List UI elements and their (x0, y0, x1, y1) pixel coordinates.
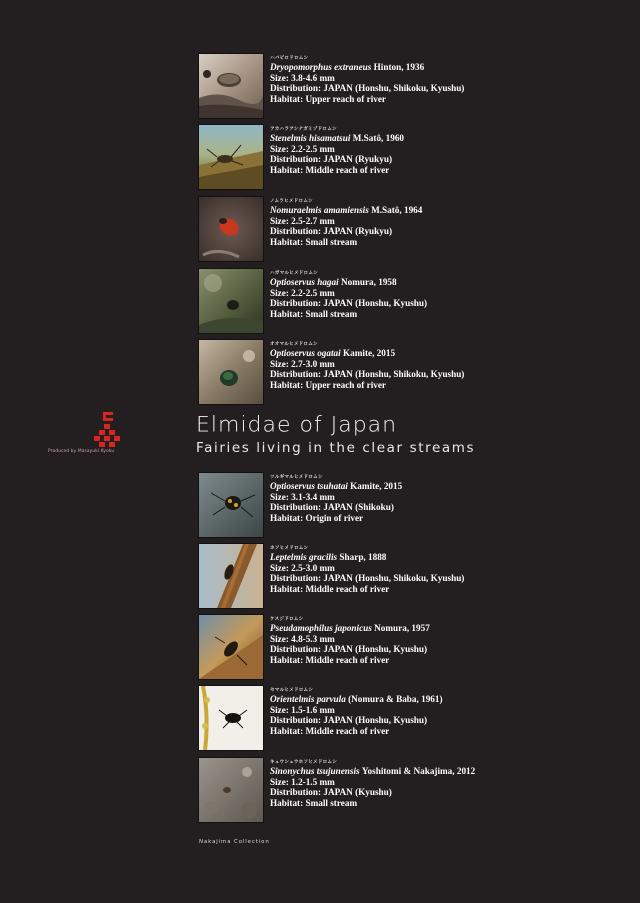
distribution: Distribution: JAPAN (Kyushu) (270, 787, 392, 798)
species-item (198, 543, 618, 609)
scientific-name: Pseudamophilus japonicus (270, 623, 372, 633)
distribution: Distribution: JAPAN (Ryukyu) (270, 226, 393, 237)
beetle-on-moss-photo (198, 268, 264, 334)
species-item (198, 268, 618, 334)
scientific-name-line (270, 552, 620, 563)
species-item (198, 53, 618, 119)
species-text (270, 616, 620, 665)
species-text (270, 341, 620, 390)
author: Kamite, 2015 (350, 481, 403, 491)
japanese-name: キュウシュウホソヒメドロムシ (270, 760, 338, 765)
distribution: Distribution: JAPAN (Honshu, Shikoku, Kyushu) (270, 83, 465, 94)
distribution: Distribution: JAPAN (Ryukyu) (270, 154, 393, 165)
habitat: Habitat: Small stream (270, 797, 358, 808)
title-block (196, 413, 626, 456)
species-item (198, 196, 618, 262)
japanese-name: ハガマルヒメドロムシ (270, 271, 318, 276)
scientific-name-line (270, 766, 620, 777)
size: Size: 1.5-1.6 mm (270, 704, 335, 715)
beetle-on-wood-photo (198, 124, 264, 190)
japanese-name: ノムラヒメドロムシ (270, 199, 313, 204)
species-text (270, 687, 620, 736)
scientific-name-line (270, 623, 620, 634)
scientific-name: Optioservus ogatai (270, 348, 341, 358)
scientific-name: Leptelmis gracilis (270, 552, 338, 562)
size: Size: 2.5-3.0 mm (270, 562, 335, 573)
logo-icon (91, 410, 123, 448)
beetle-on-rock-photo (198, 53, 264, 119)
habitat: Habitat: Middle reach of river (270, 583, 390, 594)
scientific-name-line (270, 348, 620, 359)
scientific-name: Optioservus tsuhatai (270, 481, 348, 491)
scientific-name-line (270, 694, 620, 705)
size: Size: 2.5-2.7 mm (270, 215, 335, 226)
japanese-name: セマルヒメドロムシ (270, 688, 314, 693)
author: Yoshitomi & Nakajima, 2012 (361, 766, 476, 776)
author: Sharp, 1888 (339, 552, 387, 562)
beetle-on-log-photo (198, 614, 264, 680)
size: Size: 4.8-5.3 mm (270, 633, 335, 644)
japanese-name: ハバビロドロムシ (270, 56, 309, 61)
scientific-name-line (270, 133, 620, 144)
size: Size: 2.7-3.0 mm (270, 358, 335, 369)
sub-title: Fairies living in the clear streams (196, 440, 476, 456)
habitat: Habitat: Middle reach of river (270, 164, 390, 175)
author: Hinton, 1936 (373, 62, 425, 72)
author: Nomura, 1958 (340, 277, 397, 287)
species-text (270, 474, 620, 523)
habitat: Habitat: Origin of river (270, 512, 364, 523)
spotted-beetle-photo (198, 472, 264, 538)
producer-credit: Produced by Masayuki Kyoku (48, 449, 115, 454)
habitat: Habitat: Upper reach of river (270, 93, 387, 104)
scientific-name: Stenelmis hisamatsui (270, 133, 351, 143)
species-item (198, 757, 618, 823)
distribution: Distribution: JAPAN (Honshu, Shikoku, Kyushu) (270, 573, 465, 584)
author: Kamite, 2015 (343, 348, 396, 358)
author: (Nomura & Baba, 1961) (348, 694, 443, 704)
red-beetle-photo (198, 196, 264, 262)
green-beetle-photo (198, 339, 264, 405)
scientific-name: Dryopomorphus extraneus (270, 62, 372, 72)
species-text (270, 198, 620, 247)
scientific-name-line (270, 277, 620, 288)
scientific-name: Optioservus hagai (270, 277, 339, 287)
distribution: Distribution: JAPAN (Shikoku) (270, 502, 394, 513)
japanese-name: オオマルヒメドロムシ (270, 342, 318, 347)
logo-block (48, 410, 168, 460)
species-text (270, 270, 620, 319)
size: Size: 2.2-2.5 mm (270, 287, 335, 298)
japanese-name: アカハラアシナガミゾドロムシ (270, 127, 337, 132)
size: Size: 2.2-2.5 mm (270, 143, 335, 154)
habitat: Habitat: Small stream (270, 308, 358, 319)
habitat: Habitat: Middle reach of river (270, 654, 390, 665)
scientific-name-line (270, 62, 620, 73)
species-item (198, 124, 618, 190)
habitat: Habitat: Upper reach of river (270, 379, 387, 390)
beetle-on-white-photo (198, 685, 264, 751)
species-item (198, 685, 618, 751)
species-text (270, 545, 620, 594)
author: M.Satô, 1964 (371, 205, 423, 215)
species-text (270, 759, 620, 808)
species-item (198, 614, 618, 680)
beetle-on-branch-photo (198, 543, 264, 609)
author: Nomura, 1957 (374, 623, 430, 633)
scientific-name: Sinonychus tsujunensis (270, 766, 360, 776)
species-text (270, 126, 620, 175)
species-text (270, 55, 620, 104)
japanese-name: ツルギマルヒメドロムシ (270, 475, 323, 480)
japanese-name: ケスジドロムシ (270, 617, 304, 622)
scientific-name: Orientelmis parvula (270, 694, 346, 704)
distribution: Distribution: JAPAN (Honshu, Kyushu) (270, 644, 428, 655)
size: Size: 3.8-4.6 mm (270, 72, 335, 83)
distribution: Distribution: JAPAN (Honshu, Kyushu) (270, 715, 428, 726)
distribution: Distribution: JAPAN (Honshu, Kyushu) (270, 298, 428, 309)
beetle-on-gravel-photo (198, 757, 264, 823)
scientific-name-line (270, 481, 620, 492)
distribution: Distribution: JAPAN (Honshu, Shikoku, Kyushu) (270, 369, 465, 380)
collection-credit: Nakajima Collection (199, 839, 270, 845)
species-item (198, 339, 618, 405)
japanese-name: ホソヒメドロムシ (270, 546, 309, 551)
scientific-name-line (270, 205, 620, 216)
size: Size: 3.1-3.4 mm (270, 491, 335, 502)
main-title: Elmidae of Japan (196, 413, 398, 438)
author: M.Satô, 1960 (352, 133, 405, 143)
size: Size: 1.2-1.5 mm (270, 776, 335, 787)
scientific-name: Nomuraelmis amamiensis (270, 205, 369, 215)
habitat: Habitat: Small stream (270, 236, 358, 247)
species-item (198, 472, 618, 538)
habitat: Habitat: Middle reach of river (270, 725, 390, 736)
